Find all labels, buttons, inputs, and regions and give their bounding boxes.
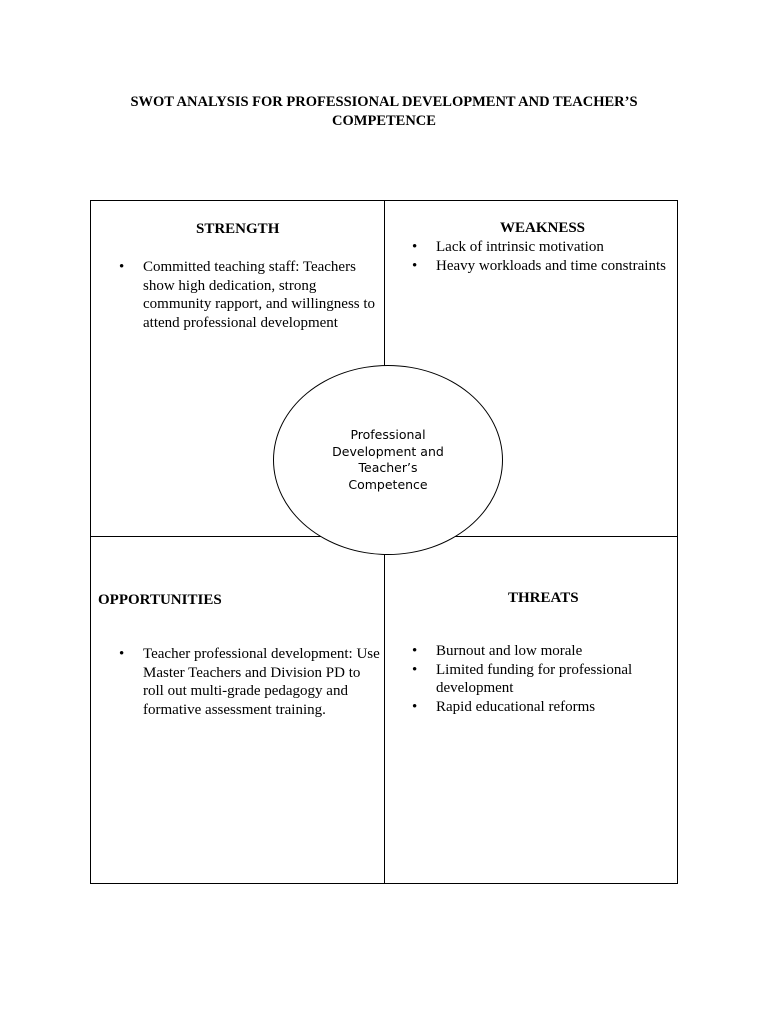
list-item: • Limited funding for professional development — [436, 661, 676, 698]
list-item: • Lack of intrinsic motivation — [436, 238, 706, 257]
opportunities-list — [115, 645, 383, 719]
list-item: • Burnout and low morale — [436, 642, 676, 661]
strength-list — [115, 258, 383, 332]
document-title: SWOT ANALYSIS FOR PROFESSIONAL DEVELOPMENT AND TEACHER’S COMPETENCE — [130, 94, 638, 129]
list-item: • Heavy workloads and time constraints — [436, 257, 706, 276]
list-item: • Teacher professional development: Use Master Teachers and Division PD to roll out multi-grade pedagogy and formative assessment training. — [143, 645, 383, 719]
swot-grid — [90, 200, 678, 884]
threats-heading: THREATS — [508, 590, 579, 606]
center-label: Professional Development and Teacher’s Competence — [332, 427, 444, 492]
weakness-list — [408, 238, 706, 275]
list-item: • Committed teaching staff: Teachers show high dedication, strong community rapport, and willingness to attend professional development — [143, 258, 383, 332]
threats-list — [408, 642, 676, 716]
opportunities-heading: OPPORTUNITIES — [98, 592, 222, 608]
strength-heading: STRENGTH — [196, 221, 280, 237]
center-ellipse — [273, 365, 503, 555]
list-item: • Rapid educational reforms — [436, 698, 676, 717]
weakness-heading: WEAKNESS — [500, 220, 586, 236]
